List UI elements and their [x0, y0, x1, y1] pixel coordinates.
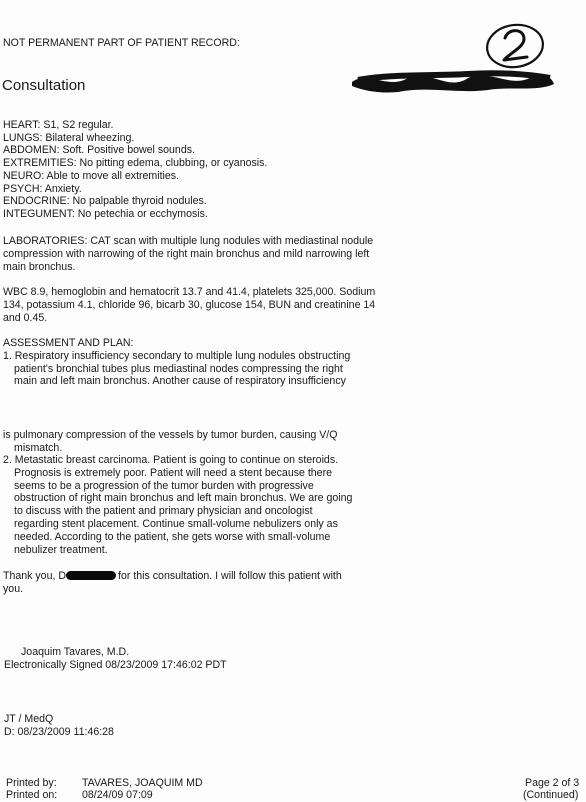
text-line: WBC 8.9, hemoglobin and hematocrit 13.7 and 41.4, platelets 325,000. Sodium — [3, 286, 376, 298]
printed-on-value: 08/24/09 07:09 — [82, 789, 153, 801]
closing-suffix: for this consultation. I will follow this patient with — [118, 570, 342, 582]
dictation-date: D: 08/23/2009 11:46:28 — [4, 725, 114, 738]
transcription-initials: JT / MedQ — [4, 713, 54, 725]
exam-psych: PSYCH: Anxiety. — [3, 182, 82, 195]
signature-timestamp: Electronically Signed 08/23/2009 17:46:02 PDT — [4, 659, 227, 671]
assessment-section — [3, 337, 350, 388]
laboratories-paragraph — [3, 235, 373, 273]
assessment-heading: ASSESSMENT AND PLAN: — [3, 337, 134, 349]
text-line: nebulizer treatment. — [14, 543, 108, 556]
text-line: main and left main bronchus. Another cause of respiratory insufficiency — [14, 375, 346, 388]
printed-on-label: Printed on: — [6, 789, 58, 801]
text-line: patient's bronchial tubes plus mediastinal nodes compressing the right — [14, 362, 343, 375]
page-title: Consultation — [2, 77, 86, 94]
text-line: to discuss with the patient and primary physician and oncologist — [14, 505, 313, 518]
record-disclaimer: NOT PERMANENT PART OF PATIENT RECORD: — [3, 37, 240, 49]
signature-name: Joaquim Tavares, M.D. — [21, 646, 130, 658]
text-line: mismatch. — [14, 441, 63, 454]
assessment-item1-continued — [3, 429, 337, 455]
text-line: main bronchus. — [3, 260, 76, 273]
text-line: 134, potassium 4.1, chloride 96, bicarb 30, glucose 154, BUN and creatinine 14 — [3, 298, 376, 311]
text-line: seems to be a progression of the tumor burden with progressive — [14, 479, 314, 492]
text-line: Prognosis is extremely poor. Patient will need a stent because there — [14, 466, 332, 479]
closing-prefix: Thank you, D — [3, 570, 67, 582]
exam-heart: HEART: S1, S2 regular. — [3, 119, 114, 131]
text-line: 2. Metastatic breast carcinoma. Patient is going to continue on steroids. — [3, 454, 339, 466]
assessment-item2 — [3, 454, 352, 556]
exam-integument: INTEGUMENT: No petechia or ecchymosis. — [3, 207, 208, 220]
electronic-signature — [4, 659, 227, 672]
text-line: obstruction of right main bronchus and left main bronchus. We are going — [14, 492, 353, 505]
text-line: and 0.45. — [3, 311, 48, 324]
text-line: compression with narrowing of the right main bronchus and mild narrowing left — [3, 247, 370, 260]
text-line: LABORATORIES: CAT scan with multiple lung nodules with mediastinal nodule — [3, 235, 374, 247]
exam-endocrine: ENDOCRINE: No palpable thyroid nodules. — [3, 195, 207, 208]
closing-line — [3, 570, 342, 583]
physical-exam-section — [3, 119, 267, 221]
lab-values-paragraph — [3, 286, 375, 324]
text-line: needed. According to the patient, she gets worse with small-volume — [14, 530, 331, 543]
text-line: is pulmonary compression of the vessels by tumor burden, causing V/Q — [3, 429, 338, 441]
exam-extremities: EXTREMITIES: No pitting edema, clubbing, or cyanosis. — [3, 157, 268, 170]
printed-by-value: TAVARES, JOAQUIM MD — [82, 777, 203, 789]
text-line: regarding stent placement. Continue small-volume nebulizers only as — [14, 517, 338, 530]
exam-abdomen: ABDOMEN: Soft. Positive bowel sounds. — [3, 144, 195, 157]
page-indicator: Page 2 of 3 — [525, 777, 580, 789]
transcription-block — [4, 713, 114, 739]
text-line: you. — [3, 582, 24, 595]
physician-name — [21, 646, 129, 659]
printed-by-label: Printed by: — [6, 777, 57, 789]
redaction-scribble — [348, 64, 558, 96]
continued-indicator: (Continued) — [523, 789, 579, 801]
closing-paragraph — [3, 570, 342, 596]
text-line: 1. Respiratory insufficiency secondary to multiple lung nodules obstructing — [3, 349, 351, 362]
redaction-mark — [66, 571, 116, 580]
exam-neuro: NEURO: Able to move all extremities. — [3, 169, 180, 182]
exam-lungs: LUNGS: Bilateral wheezing. — [3, 131, 135, 144]
